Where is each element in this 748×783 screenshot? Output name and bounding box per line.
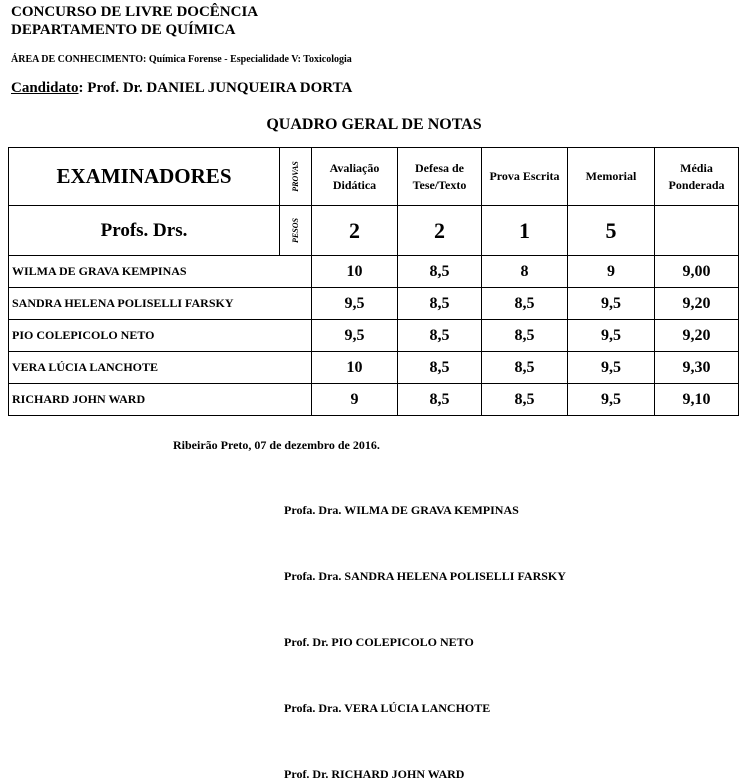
col-header-defesa: Defesa de Tese/Texto [398,148,482,206]
grade-cell: 10 [312,352,398,384]
signature-line: Profa. Dra. WILMA DE GRAVA KEMPINAS [284,503,519,517]
grade-cell: 8,5 [482,384,568,416]
table-row [9,288,739,320]
grade-cell: 9 [312,384,398,416]
department-title: DEPARTAMENTO DE QUÍMICA [11,22,236,38]
weight-memorial: 5 [568,206,655,256]
table-row [9,256,739,288]
knowledge-area: ÁREA DE CONHECIMENTO: Química Forense - Especialidade V: Toxicologia [11,54,352,65]
table-row [9,320,739,352]
candidate-name: : Prof. Dr. DANIEL JUNQUEIRA DORTA [78,80,353,96]
average-cell: 9,30 [655,352,739,384]
examiner-name: RICHARD JOHN WARD [9,384,312,416]
col-header-avaliacao: Avaliação Didática [312,148,398,206]
table-row [9,352,739,384]
candidate-line [11,80,352,97]
profs-header: Profs. Drs. [9,206,280,256]
header-row [9,148,739,206]
grade-cell: 9,5 [568,320,655,352]
contest-title: CONCURSO DE LIVRE DOCÊNCIA [11,4,259,20]
grade-cell: 8,5 [482,320,568,352]
grades-table [8,147,739,416]
col-header-media: Média Ponderada [655,148,739,206]
examiner-name: WILMA DE GRAVA KEMPINAS [9,256,312,288]
table-title: QUADRO GERAL DE NOTAS [266,116,482,133]
table-row [9,384,739,416]
signature-line: Profa. Dra. SANDRA HELENA POLISELLI FARSKY [284,569,566,583]
col-header-prova-escrita: Prova Escrita [482,148,568,206]
grade-cell: 9 [568,256,655,288]
weight-media [655,206,739,256]
grade-cell: 8,5 [482,352,568,384]
grade-cell: 9,5 [312,288,398,320]
grade-cell: 8,5 [398,384,482,416]
date-line: Ribeirão Preto, 07 de dezembro de 2016. [173,438,380,452]
examiner-name: VERA LÚCIA LANCHOTE [9,352,312,384]
grade-cell: 8,5 [398,256,482,288]
grade-cell: 8,5 [398,352,482,384]
examiners-header: EXAMINADORES [9,148,280,206]
grade-cell: 10 [312,256,398,288]
grade-cell: 9,5 [568,288,655,320]
col-header-memorial: Memorial [568,148,655,206]
grade-cell: 9,5 [568,352,655,384]
weight-prova-escrita: 1 [482,206,568,256]
weight-defesa: 2 [398,206,482,256]
signature-line: Profa. Dra. VERA LÚCIA LANCHOTE [284,701,491,715]
examiner-name: SANDRA HELENA POLISELLI FARSKY [9,288,312,320]
grade-cell: 9,5 [568,384,655,416]
candidate-label: Candidato [11,80,79,96]
average-cell: 9,20 [655,320,739,352]
grade-cell: 8 [482,256,568,288]
average-cell: 9,00 [655,256,739,288]
signature-line: Prof. Dr. RICHARD JOHN WARD [284,767,465,781]
grade-cell: 8,5 [482,288,568,320]
examiner-name: PIO COLEPICOLO NETO [9,320,312,352]
average-cell: 9,20 [655,288,739,320]
pesos-label: PESOS [280,206,312,256]
signature-line: Prof. Dr. PIO COLEPICOLO NETO [284,635,474,649]
grade-cell: 8,5 [398,320,482,352]
grade-cell: 9,5 [312,320,398,352]
grade-cell: 8,5 [398,288,482,320]
provas-label: PROVAS [280,148,312,206]
average-cell: 9,10 [655,384,739,416]
weights-row [9,206,739,256]
weight-avaliacao: 2 [312,206,398,256]
